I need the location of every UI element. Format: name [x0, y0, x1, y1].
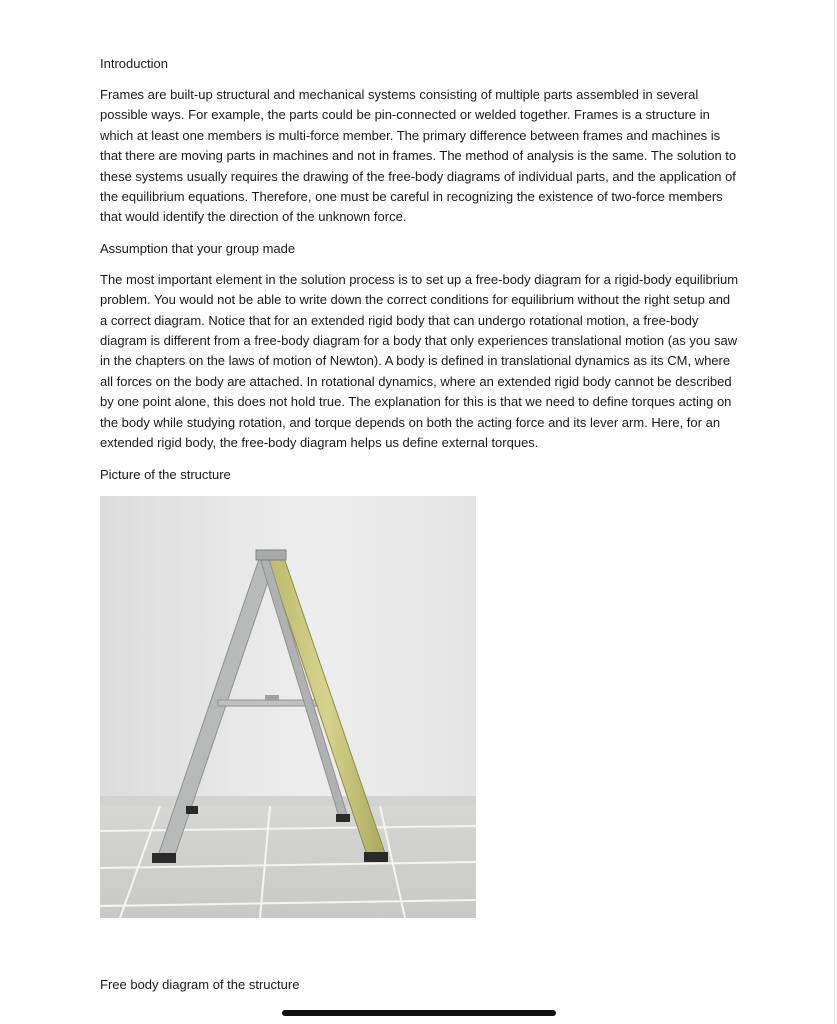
ladder-front-foot: [364, 852, 388, 862]
ladder-photo: [100, 496, 476, 918]
heading-introduction: Introduction: [100, 56, 168, 71]
document-body: [100, 54, 740, 918]
ladder-brace-hinge: [265, 695, 279, 701]
page-edge: [834, 0, 835, 1024]
paragraph-assumption: The most important element in the solution process is to set up a free-body diagram for a rigid-body equilibrium problem. You would not be able to write down the correct conditions for equilibrium without the right setup and a correct diagram. Notice that for an extended rigid body that can undergo rotational motion, a free-body diagram is different from a free-body diagram for a body that only experiences translational motion (as you saw in the chapters on the laws of motion of Newton). A body is defined in translational dynamics as its CM, where all forces on the body are attached. In rotational dynamics, where an extended rigid body cannot be described by one point alone, this does not hold true. The explanation for this is that we need to define torques acting on the body while studying rotation, and torque depends on both the acting force and its lever arm. Here, for an extended rigid body, the free-body diagram helps us define external torques.: [100, 271, 739, 451]
ladder-left-foot: [186, 806, 198, 814]
paragraph-introduction: Frames are built-up structural and mechanical systems consisting of multiple parts assembled in several possible ways. For example, the parts could be pin-connected or welded together. Frames is a structure in which at least one members is multi-force member. The primary difference between frames and machines is that there are moving parts in machines and not in frames. The method of analysis is the same. The solution to these systems usually requires the drawing of the free-body diagrams of individual parts, and the application of the equilibrium equations. Therefore, one must be careful in recognizing the existence of two-force members that would identify the direction of the unknown force.: [100, 87, 737, 225]
ladder-top-cap: [256, 550, 286, 560]
ladder-inner-foot: [336, 814, 350, 822]
ladder-photo-svg: [100, 496, 476, 918]
skirting: [100, 796, 476, 806]
heading-assumption: Assumption that your group made: [100, 240, 296, 256]
home-indicator[interactable]: [282, 1010, 556, 1016]
ladder-back-foot: [152, 853, 176, 863]
heading-picture: Picture of the structure: [100, 466, 231, 482]
caption-free-body-diagram: Free body diagram of the structure: [100, 977, 300, 992]
